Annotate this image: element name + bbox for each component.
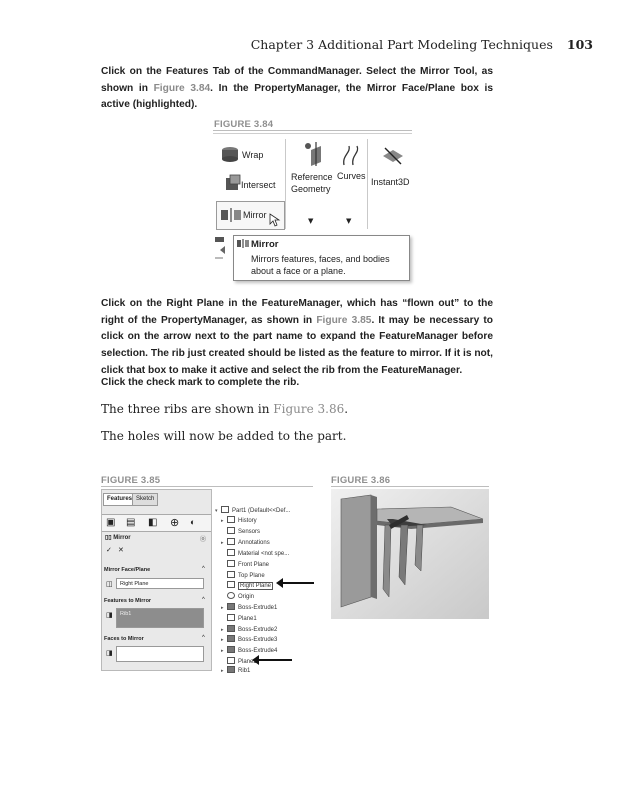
cancel-x-icon[interactable]: ✕ xyxy=(118,547,124,554)
figure-3-84-label: FIGURE 3.84 xyxy=(214,119,274,130)
para2-text-a: Click on the Right Plane in the FeatureManager, which has “flown out” to the right of the PropertyManager, as shown in xyxy=(101,298,493,326)
mirror-button[interactable] xyxy=(216,201,285,230)
tree-node-annotations[interactable]: ▸ Annotations xyxy=(221,540,270,546)
tree-node-plane1[interactable] xyxy=(221,614,257,624)
configuration-manager-icon[interactable]: ◧ xyxy=(148,517,158,528)
section-mirror-face-plane[interactable]: Mirror Face/Plane xyxy=(104,567,151,573)
instruction-paragraph-1 xyxy=(101,64,493,114)
callout-arrow-right-plane xyxy=(282,582,314,584)
tree-node-sensors[interactable] xyxy=(221,527,260,537)
tree-node-label: Boss-Extrude2 xyxy=(238,627,278,633)
page-number: 103 xyxy=(566,37,593,52)
tree-node-label: Plane1 xyxy=(238,616,257,622)
face-plane-icon: ◫ xyxy=(106,581,113,588)
tree-node-boss-extrude1[interactable]: ▸ Boss-Extrude1 xyxy=(221,605,278,611)
tree-node-label: Boss-Extrude4 xyxy=(238,648,278,654)
para1-text-b: . In the PropertyManager, the Mirror Face/Plane box is active (highlighted). xyxy=(101,82,493,111)
chapter-title: Chapter 3 Additional Part Modeling Techniques xyxy=(250,37,553,52)
wrap-icon xyxy=(221,146,243,162)
tree-node-label: Part1 (Default<<Def... xyxy=(232,508,291,514)
section-faces-to-mirror[interactable]: Faces to Mirror xyxy=(104,636,144,642)
intersect-button[interactable]: Intersect xyxy=(241,180,276,190)
para1-text-a: Click on the Features Tab of the CommandManager. Select the Mirror Tool, as shown in xyxy=(101,66,493,94)
figure-ref-3-86[interactable]: Figure 3.86 xyxy=(273,402,345,416)
tooltip-title: Mirror xyxy=(251,239,279,250)
tree-node-front-plane[interactable] xyxy=(221,560,269,570)
tooltip-line-2: about a face or a plane. xyxy=(251,266,346,276)
tree-node-label: Top Plane xyxy=(238,573,265,579)
mouse-cursor-icon xyxy=(269,213,281,227)
ribbon-separator xyxy=(285,139,286,229)
flyout-feature-manager-tree xyxy=(215,489,315,674)
tree-node-material[interactable] xyxy=(221,549,289,559)
instant3d-icon xyxy=(381,146,405,166)
ref-geo-line1: Reference xyxy=(291,172,333,182)
para4-text-b: . xyxy=(344,402,349,416)
para4-text-a: The three ribs are shown in xyxy=(101,402,274,416)
instruction-paragraph-3: Click the check mark to complete the rib. xyxy=(101,377,300,388)
dimxpert-icon[interactable]: ⊕ xyxy=(170,517,180,529)
features-to-mirror-list[interactable]: Rib1 xyxy=(116,608,204,628)
tree-node-label: Material <not spe... xyxy=(238,551,290,557)
figure-3-84-rule xyxy=(213,130,412,131)
collapse-icon[interactable]: ^ xyxy=(202,635,205,641)
page-header xyxy=(251,37,593,52)
tree-node-label: Plane2 xyxy=(238,659,257,665)
tree-node-label: Annotations xyxy=(238,540,270,546)
wrap-button[interactable]: Wrap xyxy=(242,150,264,160)
tooltip-line-1: Mirrors features, faces, and bodies xyxy=(251,254,390,264)
tree-node-part1[interactable]: ▾ Part1 (Default<<Def... xyxy=(215,508,291,514)
tree-node-top-plane[interactable] xyxy=(221,571,265,581)
collapse-icon[interactable]: ^ xyxy=(202,597,205,603)
curves-button[interactable]: Curves xyxy=(337,171,366,181)
tree-node-history[interactable]: ▸ History xyxy=(221,518,257,524)
tree-node-right-plane[interactable] xyxy=(221,581,273,591)
instant3d-button[interactable]: Instant3D xyxy=(371,177,410,187)
tree-node-label: Boss-Extrude1 xyxy=(238,605,278,611)
tab-features[interactable]: Features xyxy=(103,493,136,506)
faces-icon: ◨ xyxy=(106,650,113,657)
property-manager-icon[interactable]: ▤ xyxy=(126,517,136,528)
ref-geo-line2: Geometry xyxy=(291,184,331,194)
reference-geometry-icon xyxy=(303,140,325,166)
feature-manager-icon[interactable]: ▣ xyxy=(106,517,116,528)
features-icon: ◨ xyxy=(106,612,113,619)
help-icon[interactable]: ⓪ xyxy=(200,537,207,543)
callout-arrow-rib1 xyxy=(258,659,292,661)
partial-toolbar-icons xyxy=(214,236,230,262)
pm-title: ▯▯ Mirror xyxy=(105,535,131,541)
tree-node-label: Rib1 xyxy=(238,668,251,674)
mirror-tooltip-icon xyxy=(237,239,249,248)
figure-3-85-rule xyxy=(101,486,313,487)
figure-ref-3-85[interactable]: Figure 3.85 xyxy=(316,314,372,326)
manager-icon-strip xyxy=(102,514,211,532)
property-manager-panel xyxy=(101,489,212,671)
reference-geometry-button[interactable] xyxy=(291,171,333,195)
tree-node-label: Boss-Extrude3 xyxy=(238,637,278,643)
reference-geometry-dropdown-icon[interactable]: ▼ xyxy=(308,217,314,225)
tree-node-boss-extrude2[interactable]: ▸ Boss-Extrude2 xyxy=(221,627,278,633)
tree-node-label: Right Plane xyxy=(240,583,272,589)
tree-node-boss-extrude3[interactable]: ▸ Boss-Extrude3 xyxy=(221,637,278,643)
tree-node-label: Origin xyxy=(238,594,255,600)
figure-ref-3-84[interactable]: Figure 3.84 xyxy=(153,82,211,94)
body-paragraph-4 xyxy=(101,402,348,416)
body-paragraph-5: The holes will now be added to the part. xyxy=(101,429,347,443)
figure-3-86-rule xyxy=(331,486,489,487)
faces-to-mirror-list[interactable] xyxy=(116,646,204,662)
tree-node-rib1[interactable]: ▸ Rib1 xyxy=(221,668,251,674)
ribbon-separator xyxy=(367,139,368,229)
figure-3-85-label: FIGURE 3.85 xyxy=(101,475,161,486)
tree-node-label: Front Plane xyxy=(238,562,270,568)
section-features-to-mirror[interactable]: Features to Mirror xyxy=(104,598,152,604)
tab-sketch[interactable]: Sketch xyxy=(132,493,158,506)
para2-text-b: . It may be necessary to click on the arrow next to the part name to expand the FeatureManager before selection. The rib just created should be listed as the feature to mirror. If it is not, click that box to make it active and select the rib from the FeatureManager. xyxy=(101,314,494,376)
curves-icon xyxy=(341,143,361,167)
mirror-icon xyxy=(220,208,242,222)
curves-dropdown-icon[interactable]: ▼ xyxy=(346,217,352,225)
mirror-button-label: Mirror xyxy=(243,210,267,220)
ok-check-icon[interactable]: ✓ xyxy=(106,547,112,554)
tree-node-label: Sensors xyxy=(238,529,261,535)
tree-node-boss-extrude4[interactable]: ▸ Boss-Extrude4 xyxy=(221,648,278,654)
instruction-paragraph-2 xyxy=(101,296,493,380)
figure-3-86-label: FIGURE 3.86 xyxy=(331,475,391,486)
tree-node-label: History xyxy=(238,518,257,524)
collapse-icon[interactable]: ^ xyxy=(202,566,205,572)
pm-title-text: Mirror xyxy=(113,535,131,541)
three-ribs-render xyxy=(331,489,489,619)
mirror-tooltip xyxy=(233,235,410,281)
tree-node-origin[interactable] xyxy=(221,592,254,602)
mirror-face-plane-field[interactable]: Right Plane xyxy=(116,578,204,589)
display-manager-icon[interactable]: ◐ xyxy=(190,517,196,527)
intersect-icon xyxy=(224,174,242,192)
